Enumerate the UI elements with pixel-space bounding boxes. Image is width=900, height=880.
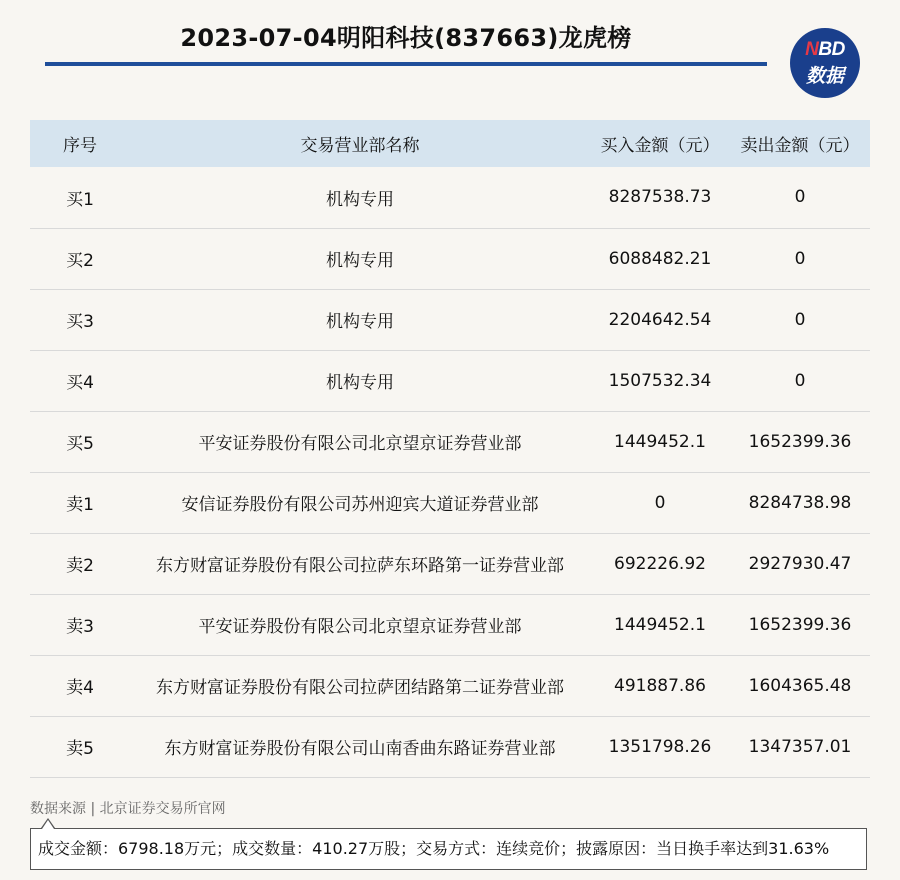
table-row (30, 411, 870, 472)
cell-index: 卖5 (30, 716, 130, 777)
cell-sell: 0 (730, 289, 870, 350)
table-row (30, 350, 870, 411)
table-header-row (30, 120, 870, 167)
cell-branch: 机构专用 (130, 167, 590, 228)
cell-index: 买5 (30, 411, 130, 472)
col-header-sell: 卖出金额（元） (730, 120, 870, 167)
cell-index: 卖4 (30, 655, 130, 716)
cell-index: 买4 (30, 350, 130, 411)
cell-branch: 机构专用 (130, 350, 590, 411)
cell-buy: 692226.92 (590, 533, 730, 594)
nbd-logo (790, 28, 860, 98)
cell-buy: 1449452.1 (590, 594, 730, 655)
cell-sell: 0 (730, 228, 870, 289)
trade-summary-note: 成交金额：6798.18万元；成交数量：410.27万股；交易方式：连续竞价；披露原因：当日换手率达到31.63% (30, 828, 867, 870)
cell-sell: 2927930.47 (730, 533, 870, 594)
table-row (30, 655, 870, 716)
cell-buy: 0 (590, 472, 730, 533)
col-header-index: 序号 (30, 120, 130, 167)
cell-index: 卖2 (30, 533, 130, 594)
cell-buy: 2204642.54 (590, 289, 730, 350)
cell-branch: 东方财富证券股份有限公司拉萨东环路第一证券营业部 (130, 533, 590, 594)
cell-index: 买3 (30, 289, 130, 350)
cell-index: 买1 (30, 167, 130, 228)
cell-branch: 东方财富证券股份有限公司拉萨团结路第二证券营业部 (130, 655, 590, 716)
logo-letter-n: N (805, 39, 819, 60)
table-row (30, 228, 870, 289)
callout-pointer-fill (42, 820, 54, 829)
cell-branch: 东方财富证券股份有限公司山南香曲东路证券营业部 (130, 716, 590, 777)
table-row (30, 533, 870, 594)
cell-buy: 491887.86 (590, 655, 730, 716)
cell-branch: 机构专用 (130, 228, 590, 289)
page-title: 2023-07-04明阳科技(837663)龙虎榜 (180, 24, 632, 52)
cell-index: 卖3 (30, 594, 130, 655)
cell-sell: 8284738.98 (730, 472, 870, 533)
cell-index: 买2 (30, 228, 130, 289)
cell-sell: 1652399.36 (730, 594, 870, 655)
table-row (30, 289, 870, 350)
col-header-buy: 买入金额（元） (590, 120, 730, 167)
cell-sell: 0 (730, 350, 870, 411)
dragon-tiger-table (30, 120, 870, 778)
cell-sell: 1604365.48 (730, 655, 870, 716)
cell-branch: 平安证券股份有限公司北京望京证券营业部 (130, 594, 590, 655)
table-row (30, 594, 870, 655)
cell-branch: 安信证券股份有限公司苏州迎宾大道证券营业部 (130, 472, 590, 533)
cell-buy: 6088482.21 (590, 228, 730, 289)
table-row (30, 472, 870, 533)
cell-buy: 8287538.73 (590, 167, 730, 228)
table-row (30, 167, 870, 228)
cell-index: 卖1 (30, 472, 130, 533)
page-header (45, 0, 767, 66)
table-row (30, 716, 870, 777)
logo-text-data: 数据 (805, 66, 844, 87)
cell-branch: 平安证券股份有限公司北京望京证券营业部 (130, 411, 590, 472)
cell-sell: 0 (730, 167, 870, 228)
cell-sell: 1347357.01 (730, 716, 870, 777)
cell-branch: 机构专用 (130, 289, 590, 350)
data-source-label: 数据来源 | 北京证券交易所官网 (30, 801, 226, 817)
cell-sell: 1652399.36 (730, 411, 870, 472)
cell-buy: 1507532.34 (590, 350, 730, 411)
cell-buy: 1351798.26 (590, 716, 730, 777)
logo-letters-bd: BD (818, 39, 845, 60)
cell-buy: 1449452.1 (590, 411, 730, 472)
col-header-branch: 交易营业部名称 (130, 120, 590, 167)
